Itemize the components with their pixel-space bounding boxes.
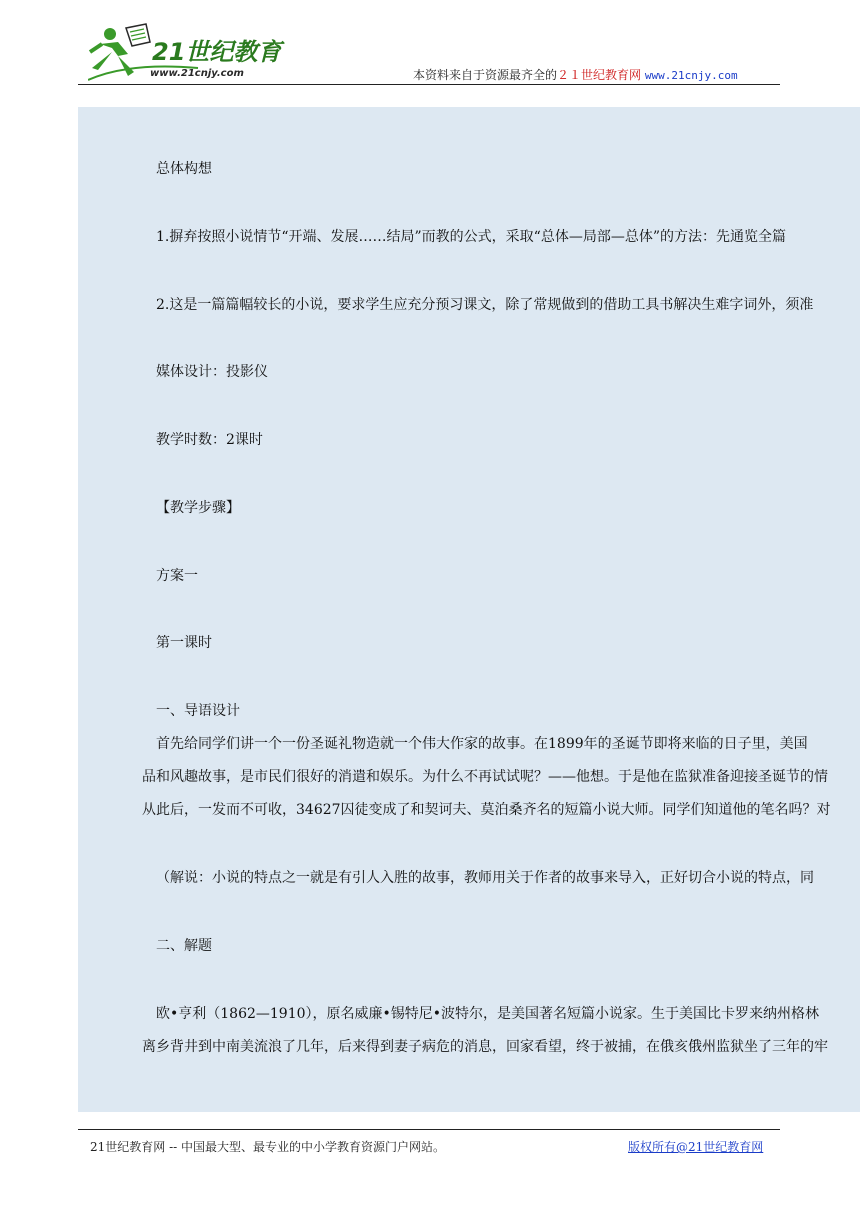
intro-commentary: （解说：小说的特点之一就是有引人入胜的故事，教师用关于作者的故事来导入，正好切合小说的特点，同: [156, 870, 814, 886]
footer-divider: [78, 1129, 780, 1130]
header-note-prefix: 本资料来自于资源最齐全的: [413, 68, 558, 82]
header-note-url[interactable]: www.21cnjy.com: [644, 69, 738, 82]
logo-wordmark: 21世纪教育: [152, 38, 282, 66]
logo-url: www.21cnjy.com: [150, 68, 244, 79]
footer-site-description: 21世纪教育网 -- 中国最大型、最专业的中小学教育资源门户网站。: [90, 1140, 446, 1154]
paragraph-1: 1.摒弃按照小说情节“开端、发展……结局”而教的公式，采取“总体—局部—总体”的方法：先通览全篇: [156, 229, 786, 245]
intro-paragraph-line-3: 从此后，一发而不可收，34627囚徒变成了和契诃夫、莫泊桑齐名的短篇小说大师。同学们知道他的笔名吗？对: [142, 802, 831, 818]
footer-copyright-link[interactable]: 版权所有@21世纪教育网: [628, 1140, 764, 1154]
teaching-hours: 教学时数：2课时: [156, 432, 263, 448]
section-title-explanation-heading: 二、解题: [156, 938, 212, 954]
header-divider: [78, 84, 780, 85]
intro-paragraph-line-1: 首先给同学们讲一个一份圣诞礼物造就一个伟大作家的故事。在1899年的圣诞节即将来临的日子里，美国: [156, 736, 808, 752]
section-intro-heading: 一、导语设计: [156, 703, 240, 719]
media-design: 媒体设计：投影仪: [156, 364, 268, 380]
header-note-brand: ２１世纪教育网: [557, 68, 642, 82]
plan-one-heading: 方案一: [156, 568, 198, 584]
paragraph-2: 2.这是一篇篇幅较长的小说，要求学生应充分预习课文，除了常规做到的借助工具书解决生难字词外，须准: [156, 297, 814, 313]
author-paragraph-line-1: 欧•亨利（1862—1910），原名威廉•锡特尼•波特尔，是美国著名短篇小说家。生于美国比卡罗来纳州格林: [156, 1006, 820, 1022]
heading-overall-concept: 总体构想: [156, 161, 212, 177]
site-logo[interactable]: [88, 22, 288, 84]
first-lesson-heading: 第一课时: [156, 635, 212, 651]
runner-head: [104, 28, 116, 40]
intro-paragraph-line-2: 品和风趣故事，是市民们很好的消遣和娱乐。为什么不再试试呢？——他想。于是他在监狱准备迎接圣诞节的情: [142, 769, 828, 785]
runner-body: [100, 42, 128, 56]
author-paragraph-line-2: 离乡背井到中南美流浪了几年，后来得到妻子病危的消息，回家看望，终于被捕，在俄亥俄州监狱坐了三年的牢: [142, 1039, 828, 1055]
document-body: [78, 107, 860, 1112]
header-source-note: [413, 66, 738, 83]
teaching-steps-heading: 【教学步骤】: [156, 500, 240, 516]
